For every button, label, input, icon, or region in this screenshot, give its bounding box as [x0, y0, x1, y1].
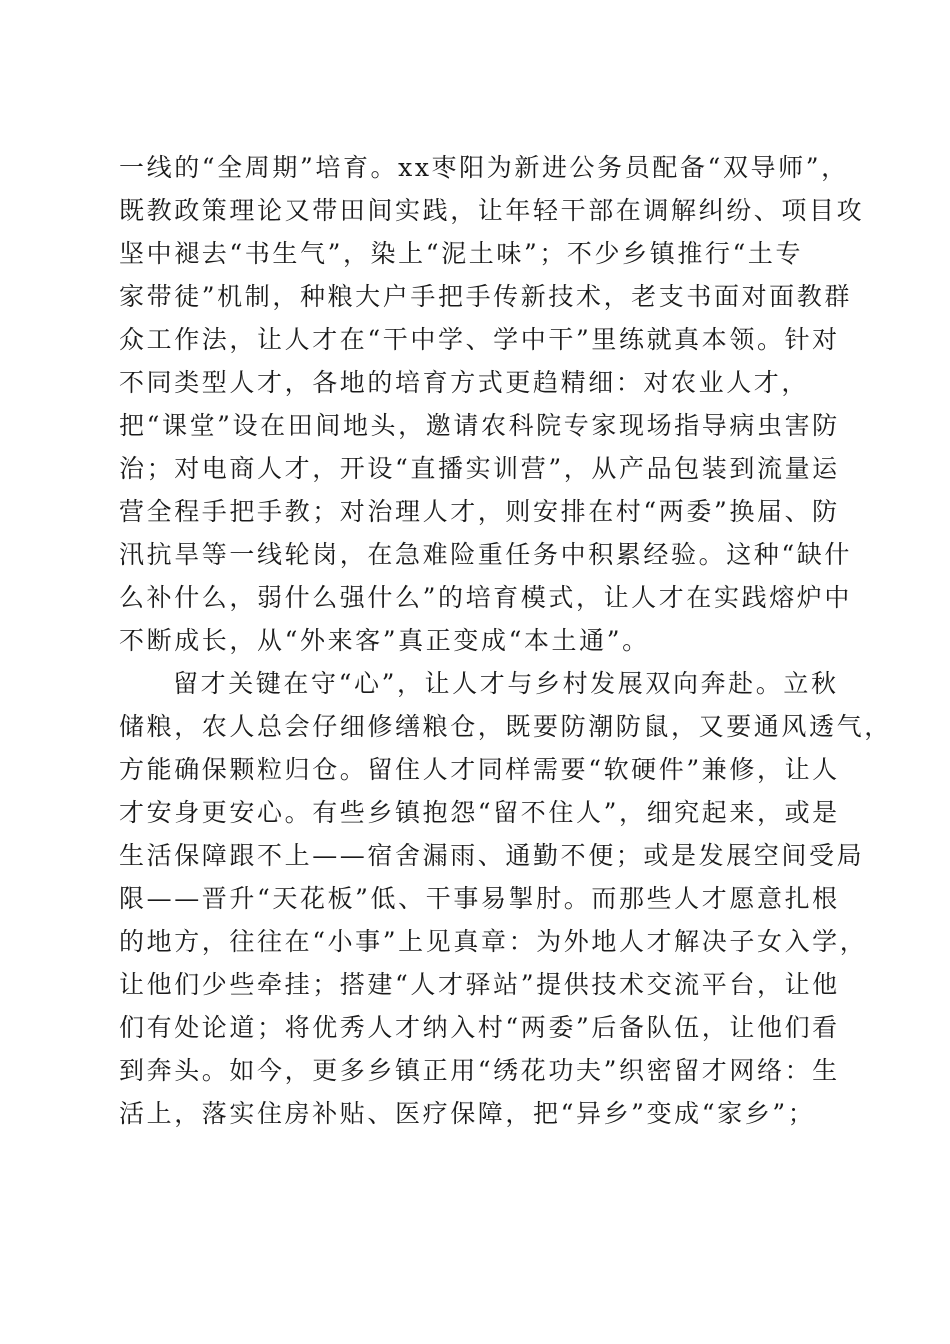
- document-body: [119, 146, 892, 1135]
- text-line: 限——晋升“天花板”低、干事易掣肘。而那些人才愿意扎根: [119, 884, 840, 913]
- text-line: 到奔头。如今，更多乡镇正用“绣花功夫”织密留才网络：生: [119, 1056, 840, 1085]
- text-line: 们有处论道；将优秀人才纳入村“两委”后备队伍，让他们看: [119, 1013, 840, 1042]
- text-line: 储粮，农人总会仔细修缮粮仓，既要防潮防鼠，又要通风透气，: [119, 712, 892, 741]
- text-line: 既教政策理论又带田间实践，让年轻干部在调解纠纷、项目攻: [119, 196, 865, 225]
- text-line: 汛抗旱等一线轮岗，在急难险重任务中积累经验。这种“缺什: [119, 540, 852, 569]
- text-line: 把“课堂”设在田间地头，邀请农科院专家现场指导病虫害防: [119, 411, 840, 440]
- text-line: 么补什么，弱什么强什么”的培育模式，让人才在实践熔炉中: [119, 583, 852, 612]
- text-line: 活上，落实住房补贴、医疗保障，把“异乡”变成“家乡”；: [119, 1099, 816, 1128]
- text-line: 众工作法，让人才在“干中学、学中干”里练就真本领。针对: [119, 325, 840, 354]
- paragraph-talent-cultivation: [119, 146, 865, 662]
- text-line: 生活保障跟不上——宿舍漏雨、通勤不便；或是发展空间受局: [119, 841, 865, 870]
- paragraph-talent-retention: [119, 662, 892, 1135]
- text-line: 一线的“全周期”培育。xx枣阳为新进公务员配备“双导师”，: [119, 153, 849, 182]
- text-line-indented: 留才关键在守“心”，让人才与乡村发展双向奔赴。立秋: [173, 669, 839, 698]
- text-line: 让他们少些牵挂；搭建“人才驿站”提供技术交流平台，让他: [119, 970, 840, 999]
- text-line: 不断成长，从“外来客”真正变成“本土通”。: [119, 626, 650, 655]
- text-line: 营全程手把手教；对治理人才，则安排在村“两委”换届、防: [119, 497, 840, 526]
- text-line: 方能确保颗粒归仓。留住人才同样需要“软硬件”兼修，让人: [119, 755, 840, 784]
- text-line: 的地方，往往在“小事”上见真章：为外地人才解决子女入学，: [119, 927, 868, 956]
- text-line: 坚中褪去“书生气”，染上“泥土味”；不少乡镇推行“土专: [119, 239, 804, 268]
- text-line: 治；对电商人才，开设“直播实训营”，从产品包装到流量运: [119, 454, 840, 483]
- text-line: 家带徒”机制，种粮大户手把手传新技术，老支书面对面教群: [119, 282, 852, 311]
- text-line: 不同类型人才，各地的培育方式更趋精细：对农业人才，: [119, 368, 810, 397]
- text-line: 才安身更安心。有些乡镇抱怨“留不住人”，细究起来，或是: [119, 798, 840, 827]
